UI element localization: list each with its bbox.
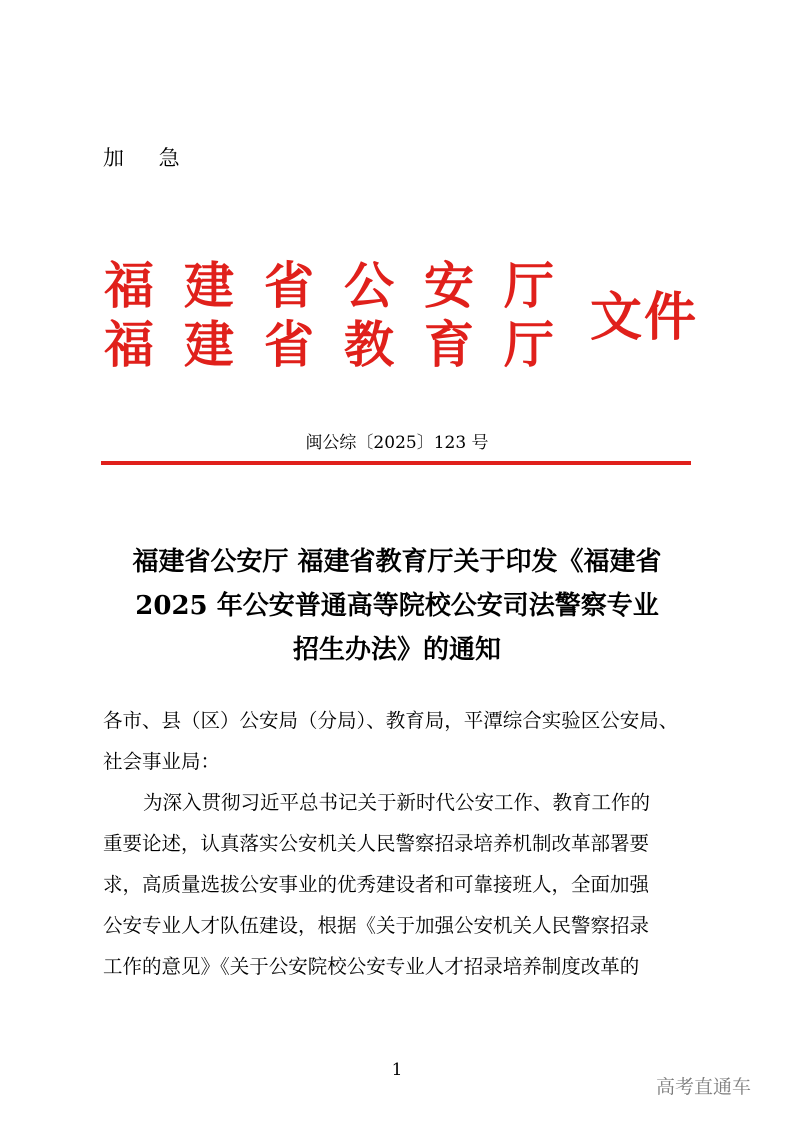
body-line: 工作的意见》《关于公安院校公安专业人才招录培养制度改革的 xyxy=(103,955,640,978)
body-line: 为深入贯彻习近平总书记关于新时代公安工作、教育工作的 xyxy=(143,791,651,814)
document-number: 闽公综〔2025〕123 号 xyxy=(305,433,489,453)
title-line: 2025 年公安普通高等院校公安司法警察专业 xyxy=(135,591,659,621)
watermark: 高考直通车 xyxy=(656,1076,752,1098)
body-line: 求，高质量选拔公安事业的优秀建设者和可靠接班人，全面加强 xyxy=(103,873,650,896)
urgency-label: 加 急 xyxy=(103,146,194,170)
body-line: 社会事业局： xyxy=(103,750,221,773)
issuer-education-department: 福建省教育厅 xyxy=(104,315,584,374)
document-body xyxy=(103,700,695,987)
title-line: 招生办法》的通知 xyxy=(292,635,501,665)
red-divider xyxy=(101,461,691,465)
issuer-police-department: 福建省公安厅 xyxy=(104,256,584,315)
body-line: 公安专业人才队伍建设，根据《关于加强公安机关人民警察招录 xyxy=(103,914,650,937)
document-title xyxy=(100,540,694,672)
page-number: 1 xyxy=(391,1060,403,1080)
addressee xyxy=(103,700,695,782)
document-header xyxy=(104,254,704,384)
body-line: 各市、县（区）公安局（分局）、教育局，平潭综合实验区公安局、 xyxy=(103,709,679,732)
body-line: 重要论述，认真落实公安机关人民警察招录培养机制改革部署要 xyxy=(103,832,650,855)
title-line: 福建省公安厅 福建省教育厅关于印发《福建省 xyxy=(132,547,662,577)
body-paragraph xyxy=(103,782,695,987)
document-suffix: 文件 xyxy=(590,287,699,348)
